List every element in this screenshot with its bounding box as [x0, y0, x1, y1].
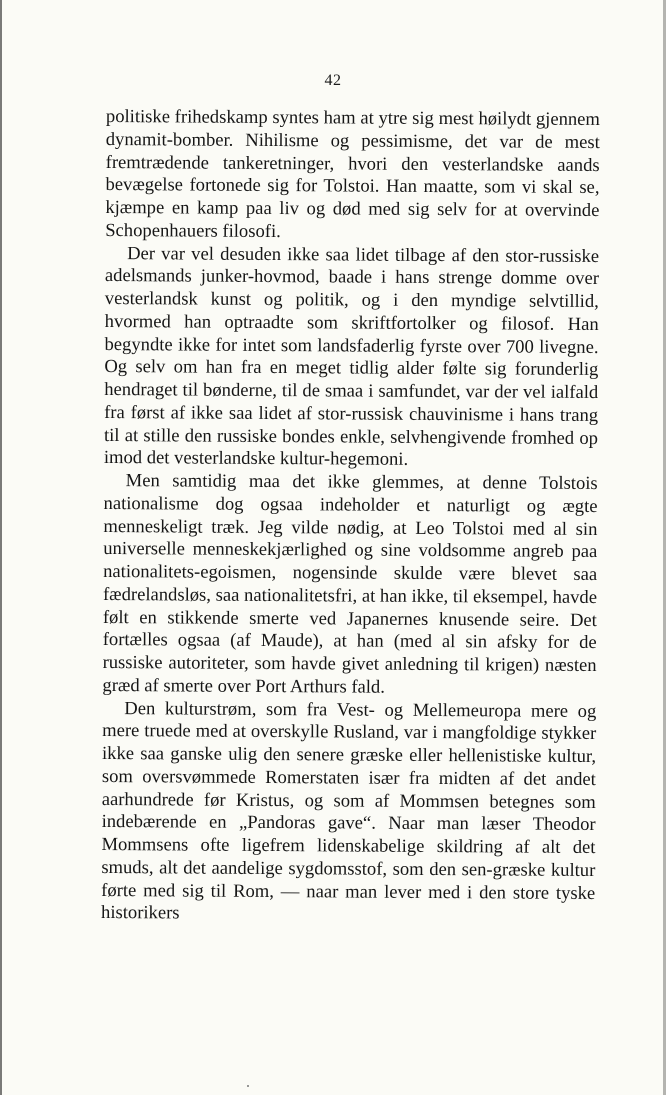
page-number: 42	[324, 72, 342, 89]
paper-speck	[247, 1085, 249, 1087]
page-body	[101, 106, 600, 928]
paragraph-2: Der var vel desuden ikke saa lidet tilbage af den stor-russiske adelsmands junker-hovmod, baade i hans strenge domme over vesterlandsk kunst og politik, og i den myndige selvtillid, hvormed han optraadte som skriftfortolker og filosof. Han begyndte ikke for intet som landsfaderlig fyrste over 700 livegne. Og selv om han fra en meget tidlig alder følte sig forunderlig hendraget til bønderne, til de smaa i samfundet, var der vel ialfald fra først af ikke saa lidet af stor-russisk chauvinisme i hans trang til at stille den russiske bondes enkle, selvhengivende fromhed op imod det vesterlandske kultur-hegemoni.	[103, 242, 600, 471]
paragraph-3: Men samtidig maa det ikke glemmes, at denne Tolstois nationalisme dog ogsaa indeholder et naturligt og ægte menneskeligt træk. Jeg vilde nødig, at Leo Tolstoi med al sin universelle menneskekjærlighed og sine voldsomme angreb paa nationalitets-egoismen, nogensinde skulde være blevet saa fædrelandsløs, saa nationalitetsfri, at han ikke, til eksempel, havde følt en stikkende smerte ved Japanernes knusende seire. Det fortælles ogsaa (af Maude), at han (med al sin afsky for de russiske autoriteter, som havde givet anledning til krigen) næsten græd af smerte over Port Arthurs fald.	[102, 470, 598, 698]
paragraph-4: Den kulturstrøm, som fra Vest- og Mellemeuropa mere og mere truede med at overskylle Rusland, var i mangfoldige stykker ikke saa ganske ulig den senere græske eller hellenistiske kultur, som oversvømmede Romerstaten især fra midten af det andet aarhundrede før Kristus, og som af Mommsen betegnes som indebærende en „Pandoras gave“. Naar man læser Theodor Mommsens ofte ligefrem lidenskabelige skildring af alt det smuds, alt det aandelige sygdomsstof, som den sen-græske kultur førte med sig til Rom, — naar man lever med i den store tyske historikers	[101, 697, 597, 924]
paragraph-1: politiske frihedskamp syntes ham at ytre sig mest høilydt gjennem dynamit-bomber. Nihilisme og pessimisme, det var de mest fremtrædende tankeretninger, hvori den vesterlandske aands bevægelse fortonede sig for Tolstoi. Han maatte, som vi skal se, kjæmpe en kamp paa liv og død med sig selv for at overvinde Schopenhauers filosofi.	[105, 106, 600, 242]
